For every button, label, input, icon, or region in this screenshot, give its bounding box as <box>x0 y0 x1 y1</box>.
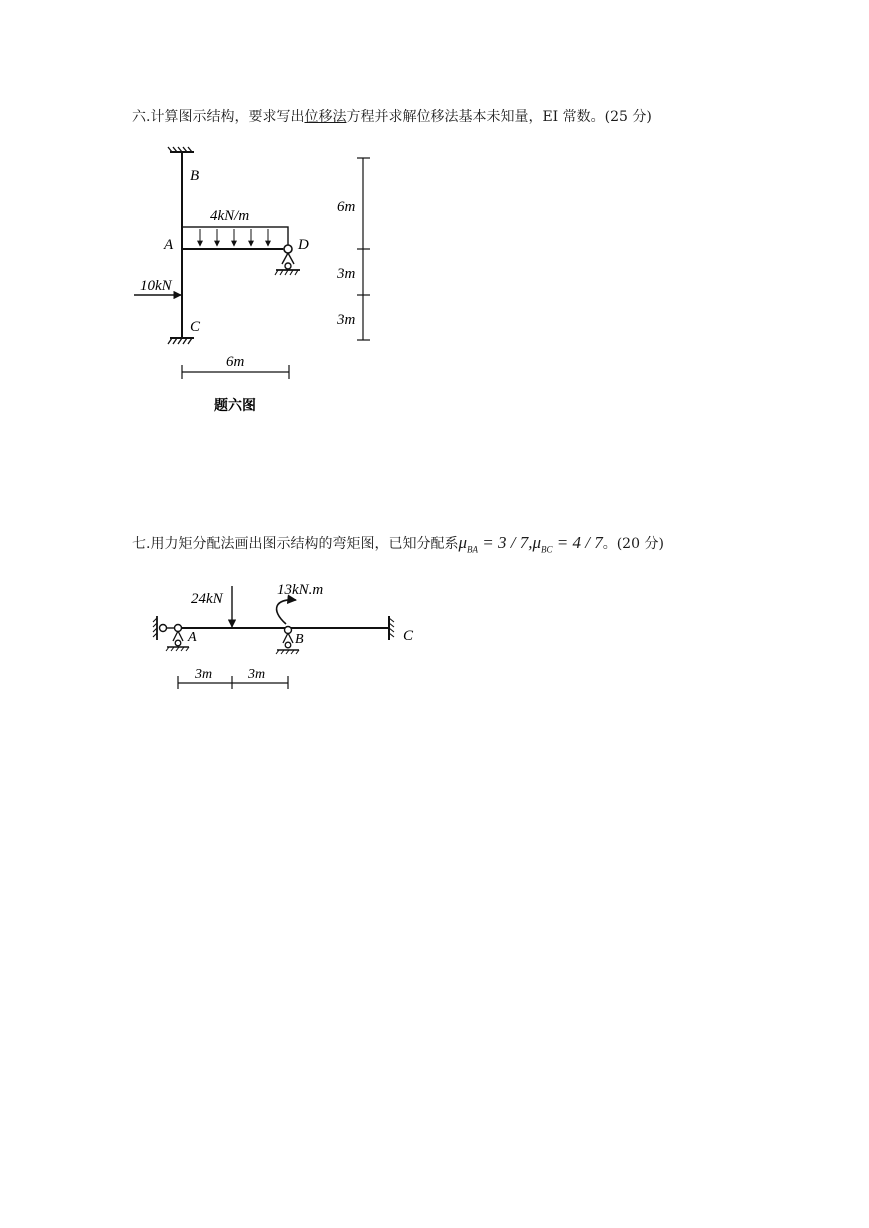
moment-arrow <box>277 600 296 624</box>
distributed-load-label: 4kN/m <box>210 208 250 224</box>
dim-2-label: 3m <box>248 667 266 682</box>
mu-subscript-ba: BA <box>467 544 478 555</box>
dim-1-label: 3m <box>195 667 213 682</box>
support-a <box>153 616 189 651</box>
distribution-formula <box>458 533 603 555</box>
q6-suffix: 方程并求解位移法基本未知量，EI 常数。(25 分) <box>346 109 652 125</box>
q6-prefix: 六.计算图示结构，要求写出 <box>132 109 305 125</box>
mu-value-ba: = 3 / 7, <box>482 533 533 552</box>
point-load-label: 24kN <box>191 591 223 607</box>
dim-horizontal-label: 6m <box>226 354 245 370</box>
dim-top-label: 6m <box>337 199 356 215</box>
node-b-label: B <box>190 168 200 184</box>
node-c-label: C <box>190 319 201 335</box>
moment-label: 13kN.m <box>277 582 324 598</box>
figure-caption: 题六图 <box>214 398 256 414</box>
mu-value-bc: = 4 / 7 <box>556 533 603 552</box>
mu-symbol-2: μ <box>532 533 541 552</box>
fixed-support-top <box>168 147 194 152</box>
vertical-dimension <box>357 158 370 340</box>
support-c <box>389 616 394 640</box>
node-b-label: B <box>295 632 304 647</box>
question-6-text <box>132 106 652 126</box>
dim-bottom-label: 3m <box>337 312 356 328</box>
beam-diagram <box>140 570 430 695</box>
node-a-label: A <box>188 630 197 645</box>
node-d-label: D <box>298 237 309 253</box>
dim-mid-label: 3m <box>337 266 356 282</box>
question-7-text <box>132 533 664 554</box>
mu-symbol-1: μ <box>458 533 467 552</box>
fixed-support-bottom <box>168 338 194 344</box>
node-c-label: C <box>403 628 414 644</box>
frame-diagram <box>130 140 380 420</box>
node-a-label: A <box>164 237 174 253</box>
q7-suffix: 。(20 分) <box>602 536 664 552</box>
q6-underlined-term: 位移法 <box>304 109 347 125</box>
mu-subscript-bc: BC <box>541 544 553 555</box>
point-load-label: 10kN <box>140 278 172 294</box>
q7-prefix: 七.用力矩分配法画出图示结构的弯矩图，已知分配系 <box>132 536 459 552</box>
distributed-load <box>182 227 288 249</box>
